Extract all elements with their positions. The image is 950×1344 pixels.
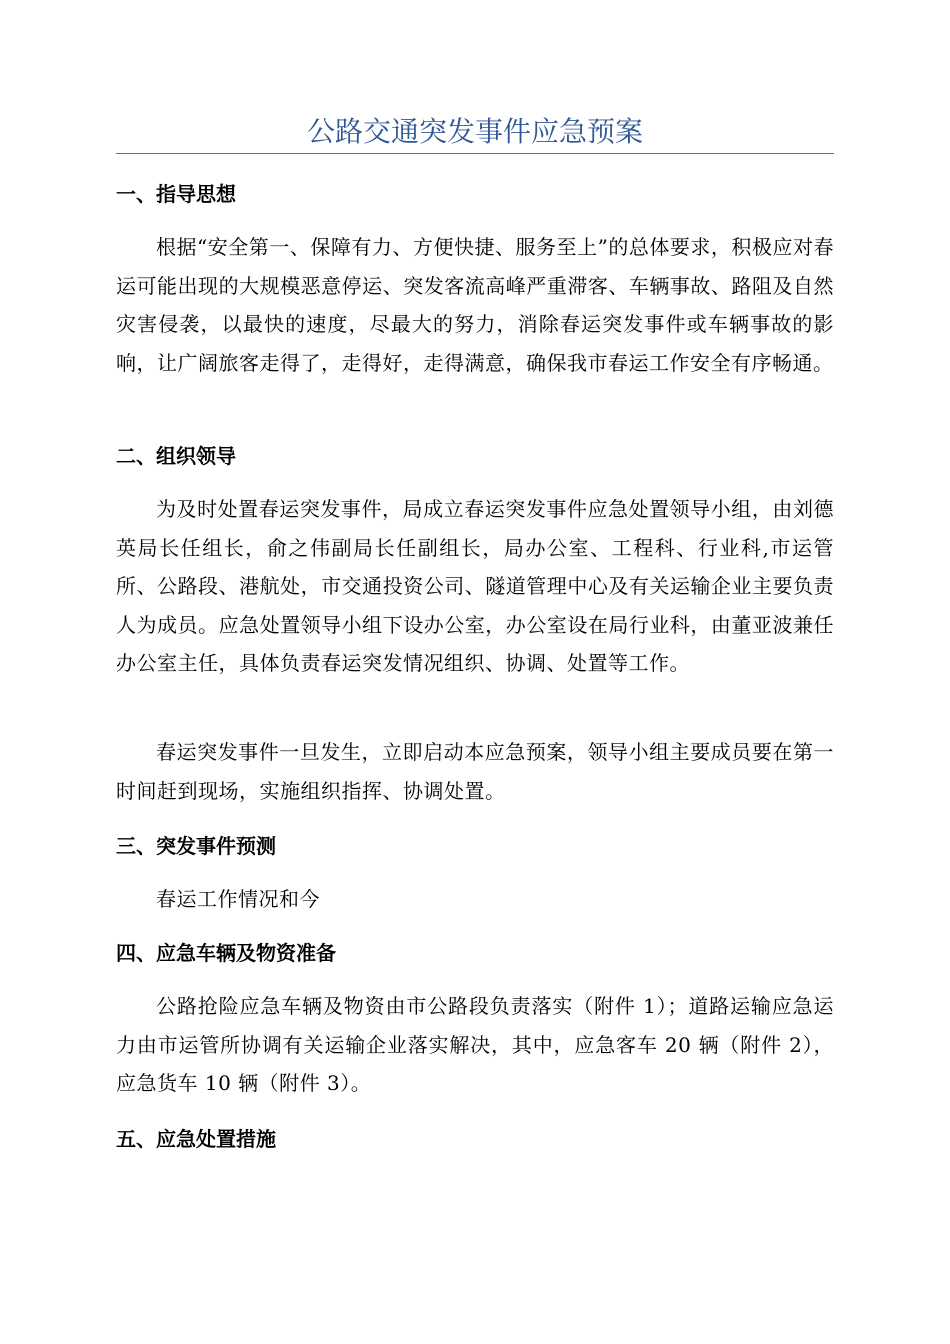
title-underline [116, 153, 834, 154]
section-heading-guiding-ideology: 一、指导思想 [116, 182, 236, 206]
document-title: 公路交通突发事件应急预案 [306, 115, 643, 148]
section-paragraph: 根据“安全第一、保障有力、方便快捷、服务至上”的总体要求，积极应对春运可能出现的大规模恶意停运、突发客流高峰严重滞客、车辆事故、路阻及自然灾害侵袭，以最快的速度，尽最大的努力，消除春运突发事件或车辆事故的影响，让广阔旅客走得了，走得好，走得满意，确保我市春运工作安全有序畅通。 [116, 235, 834, 375]
section-heading-emergency-forecast: 三、突发事件预测 [116, 834, 276, 858]
section-paragraph: 春运突发事件一旦发生，立即启动本应急预案，领导小组主要成员要在第一时间赶到现场，实施组织指挥、协调处置。 [116, 740, 834, 803]
section-paragraph: 为及时处置春运突发事件，局成立春运突发事件应急处置领导小组，由刘德英局长任组长，俞之伟副局长任副组长，局办公室、工程科、行业科,市运管所、公路段、港航处，市交通投资公司、隧道管理中心及有关运输企业主要负责人为成员。应急处置领导小组下设办公室，办公室设在局行业科，由董亚波兼任办公室主任，具体负责春运突发情况组织、协调、处置等工作。 [116, 497, 834, 675]
section-paragraph: 公路抢险应急车辆及物资由市公路段负责落实（附件 1）；道路运输应急运力由市运管所协调有关运输企业落实解决，其中，应急客车 20 辆（附件 2），应急货车 10 辆（附件 3）。 [116, 994, 834, 1095]
section-paragraph: 春运工作情况和今 [156, 887, 320, 911]
section-heading-emergency-measures: 五、应急处置措施 [116, 1127, 276, 1151]
section-heading-vehicles-supplies: 四、应急车辆及物资准备 [116, 941, 336, 965]
section-heading-organization-leadership: 二、组织领导 [116, 444, 236, 468]
